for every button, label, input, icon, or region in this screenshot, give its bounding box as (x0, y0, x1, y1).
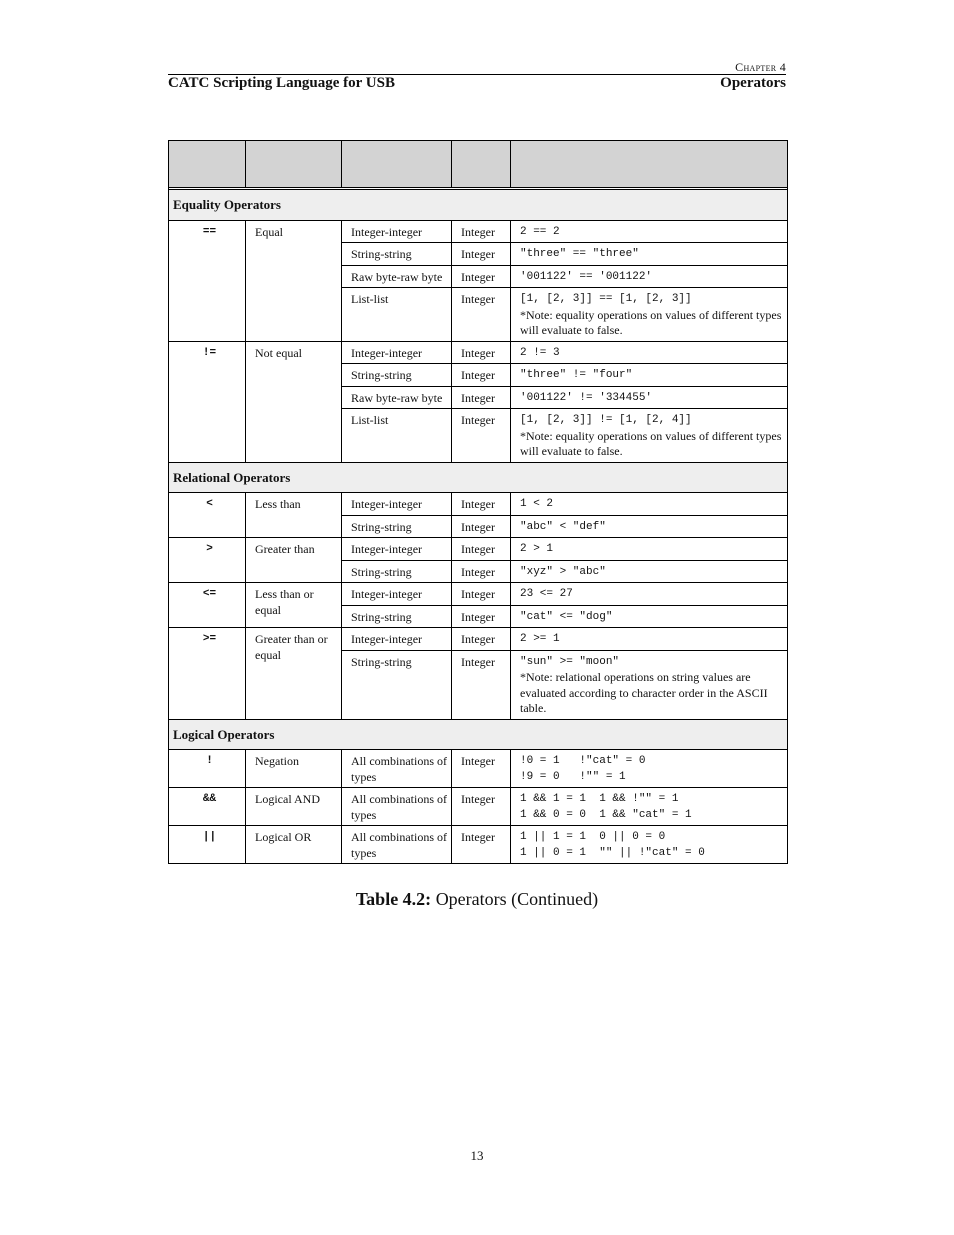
example-code: 1 && 1 = 1 1 && !"" = 1 1 && 0 = 0 1 && "cat" = 1 (520, 793, 692, 821)
operand-types: Integer-integer (342, 493, 452, 516)
operator-name: Not equal (246, 341, 342, 462)
operand-types: String-string (342, 605, 452, 628)
operator-name: Less than or equal (246, 583, 342, 628)
header-cell (169, 141, 246, 188)
caption-label: Table 4.2: (355, 889, 432, 909)
result-type: Integer (452, 220, 511, 243)
table-row (169, 628, 788, 651)
example-cell (511, 288, 788, 342)
operand-types: All combinations of types (342, 826, 452, 864)
operand-types: Raw byte-raw byte (342, 265, 452, 288)
section-row (169, 719, 788, 750)
operand-types: All combinations of types (342, 788, 452, 826)
example-code: "abc" < "def" (520, 520, 606, 533)
result-type: Integer (452, 515, 511, 538)
result-type: Integer (452, 538, 511, 561)
example-cell (511, 628, 788, 651)
example-note: *Note: equality operations on values of different types will evaluate to false. (520, 428, 782, 458)
example-cell (511, 750, 788, 788)
section-title: Operators (720, 75, 786, 91)
operator-name: Equal (246, 220, 342, 341)
chapter-label: Chapter 4 (735, 60, 786, 74)
result-type: Integer (452, 650, 511, 719)
result-type: Integer (452, 560, 511, 583)
table-caption (0, 889, 954, 910)
example-code: 23 <= 27 (520, 588, 573, 600)
table-row (169, 788, 788, 826)
result-type: Integer (452, 364, 511, 387)
section-row (169, 462, 788, 493)
example-code: [1, [2, 3]] == [1, [2, 3]] (520, 293, 692, 305)
table-row (169, 538, 788, 561)
example-cell (511, 409, 788, 463)
operand-types: Integer-integer (342, 220, 452, 243)
example-code: "three" != "four" (520, 369, 633, 381)
example-code: "xyz" > "abc" (520, 565, 606, 578)
example-cell (511, 493, 788, 516)
result-type: Integer (452, 605, 511, 628)
operator-symbol: < (169, 493, 246, 538)
table-row (169, 220, 788, 243)
example-code: !0 = 1 !"cat" = 0 !9 = 0 !"" = 1 (520, 755, 646, 783)
header-cell (511, 141, 788, 188)
example-cell (511, 826, 788, 864)
operand-types: String-string (342, 364, 452, 387)
document-title: CATC Scripting Language for USB (168, 75, 395, 91)
section-row (169, 190, 788, 221)
operand-types: List-list (342, 288, 452, 342)
result-type: Integer (452, 288, 511, 342)
operator-symbol: != (169, 341, 246, 462)
example-cell (511, 583, 788, 606)
result-type: Integer (452, 341, 511, 364)
operator-name: Greater than (246, 538, 342, 583)
operand-types: Integer-integer (342, 628, 452, 651)
operator-name: Logical OR (246, 826, 342, 864)
example-code: [1, [2, 3]] != [1, [2, 4]] (520, 414, 692, 426)
operand-types: Raw byte-raw byte (342, 386, 452, 409)
example-cell (511, 605, 788, 628)
example-code: 2 == 2 (520, 225, 560, 238)
example-code: 2 != 3 (520, 346, 560, 359)
header-cell (246, 141, 342, 188)
example-cell (511, 243, 788, 266)
result-type: Integer (452, 788, 511, 826)
example-cell (511, 515, 788, 538)
operand-types: String-string (342, 560, 452, 583)
operand-types: Integer-integer (342, 583, 452, 606)
example-cell (511, 788, 788, 826)
table-row (169, 826, 788, 864)
header-cell (342, 141, 452, 188)
operand-types: Integer-integer (342, 538, 452, 561)
table-row (169, 583, 788, 606)
example-cell (511, 364, 788, 387)
result-type: Integer (452, 826, 511, 864)
operand-types: String-string (342, 515, 452, 538)
example-code: 1 < 2 (520, 498, 554, 510)
table-row (169, 341, 788, 364)
operand-types: Integer-integer (342, 341, 452, 364)
example-code: 1 || 1 = 1 0 || 0 = 0 1 || 0 = 1 "" || !"cat" = 0 (520, 831, 705, 859)
operand-types: String-string (342, 243, 452, 266)
result-type: Integer (452, 493, 511, 516)
result-type: Integer (452, 243, 511, 266)
example-code: "sun" >= "moon" (520, 655, 620, 668)
result-type: Integer (452, 409, 511, 463)
example-cell (511, 650, 788, 719)
result-type: Integer (452, 265, 511, 288)
result-type: Integer (452, 750, 511, 788)
page-number: 13 (470, 1148, 484, 1163)
operand-types: All combinations of types (342, 750, 452, 788)
table-row (169, 750, 788, 788)
example-cell (511, 386, 788, 409)
operator-name: Negation (246, 750, 342, 788)
example-note: *Note: relational operations on string values are evaluated according to character order in the ASCII table. (520, 670, 768, 715)
operators-table (168, 140, 788, 864)
example-code: 2 >= 1 (520, 633, 560, 645)
table-row (169, 493, 788, 516)
example-code: 2 > 1 (520, 543, 554, 555)
example-note: *Note: equality operations on values of different types will evaluate to false. (520, 307, 782, 337)
example-cell (511, 560, 788, 583)
section-heading: Logical Operators (169, 719, 788, 750)
operator-name: Greater than or equal (246, 628, 342, 720)
result-type: Integer (452, 628, 511, 651)
operand-types: String-string (342, 650, 452, 719)
operator-name: Less than (246, 493, 342, 538)
example-cell (511, 220, 788, 243)
header-cell (452, 141, 511, 188)
example-code: '001122' == '001122' (520, 270, 653, 283)
page-header (168, 60, 786, 92)
example-cell (511, 265, 788, 288)
table-header-row (169, 141, 788, 188)
operator-symbol: >= (169, 628, 246, 720)
example-code: "three" == "three" (520, 248, 639, 260)
example-cell (511, 341, 788, 364)
result-type: Integer (452, 386, 511, 409)
caption-text: Operators (Continued) (431, 889, 599, 909)
operator-symbol: <= (169, 583, 246, 628)
operator-symbol: > (169, 538, 246, 583)
operand-types: List-list (342, 409, 452, 463)
operator-symbol: && (169, 788, 246, 826)
table-body (169, 190, 788, 864)
operator-name: Logical AND (246, 788, 342, 826)
operator-symbol: || (169, 826, 246, 864)
operator-symbol: == (169, 220, 246, 341)
section-heading: Relational Operators (169, 462, 788, 493)
example-cell (511, 538, 788, 561)
example-code: "cat" <= "dog" (520, 610, 613, 623)
example-code: '001122' != '334455' (520, 391, 653, 404)
operator-symbol: ! (169, 750, 246, 788)
section-heading: Equality Operators (169, 190, 788, 221)
header-rule-row (168, 74, 786, 92)
result-type: Integer (452, 583, 511, 606)
